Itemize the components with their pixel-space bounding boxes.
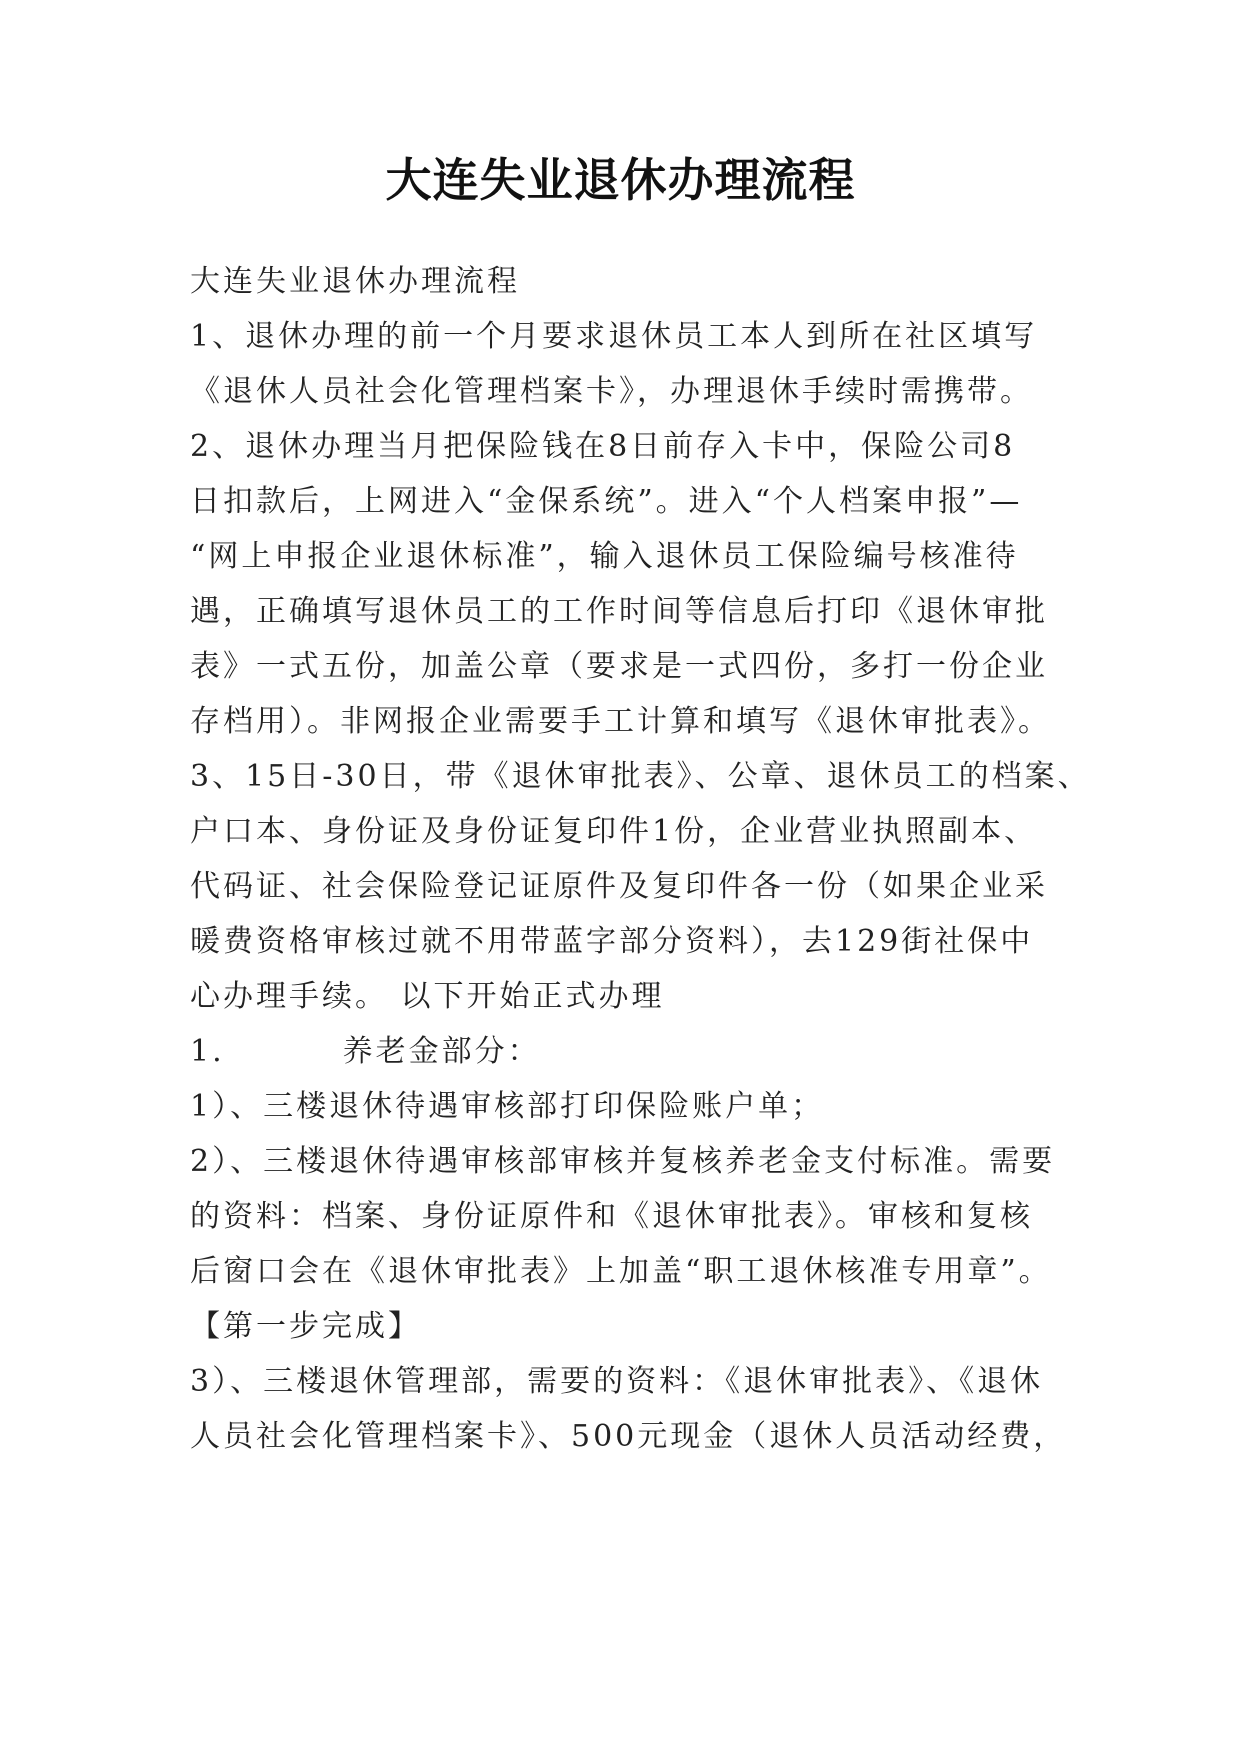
section-label: 养老金部分：: [342, 1034, 541, 1069]
body-line: 的资料：档案、身份证原件和《退休审批表》。审核和复核: [190, 1199, 1033, 1234]
body-line: 户口本、身份证及身份证复印件1份，企业营业执照副本、: [190, 814, 1038, 849]
body-line: 心办理手续。 以下开始正式办理: [190, 979, 665, 1014]
section-heading: [190, 1032, 541, 1072]
body-line: 存档用）。非网报企业需要手工计算和填写《退休审批表》。: [190, 704, 1051, 739]
body-line: 1、退休办理的前一个月要求退休员工本人到所在社区填写: [190, 319, 1038, 354]
body-line: 暖费资格审核过就不用带蓝字部分资料），去129街社保中: [190, 924, 1034, 959]
body-line: 遇，正确填写退休员工的工作时间等信息后打印《退休审批: [190, 594, 1048, 629]
body-line: 表》一式五份，加盖公章（要求是一式四份，多打一份企业: [190, 649, 1048, 684]
body-line: 1）、三楼退休待遇审核部打印保险账户单；: [190, 1089, 825, 1124]
body-line: 2、退休办理当月把保险钱在8日前存入卡中，保险公司8: [190, 429, 1016, 464]
body-line: 3）、三楼退休管理部，需要的资料：《退休审批表》、《退休: [190, 1364, 1044, 1399]
body-line: 《退休人员社会化管理档案卡》，办理退休手续时需携带。: [190, 374, 1033, 409]
body-line: 3、15日-30日，带《退休审批表》、公章、退休员工的档案、: [190, 759, 1091, 794]
body-line: 后窗口会在《退休审批表》上加盖“职工退休核准专用章”。: [190, 1254, 1052, 1289]
step-complete-note: 【第一步完成】: [190, 1309, 421, 1344]
body-line: 代码证、社会保险登记证原件及复印件各一份（如果企业采: [190, 869, 1048, 904]
body-line: 人员社会化管理档案卡》、500元现金（退休人员活动经费，: [190, 1419, 1067, 1454]
body-line: “网上申报企业退休标准”，输入退休员工保险编号核准待: [190, 539, 1019, 574]
body-line: 大连失业退休办理流程: [190, 264, 520, 299]
body-line: 日扣款后，上网进入“金保系统”。进入“个人档案申报”—: [190, 484, 1023, 519]
document-title: 大连失业退休办理流程: [385, 153, 856, 207]
section-number: 1.: [190, 1034, 225, 1069]
body-line: 2）、三楼退休待遇审核部审核并复核养老金支付标准。需要: [190, 1144, 1056, 1179]
